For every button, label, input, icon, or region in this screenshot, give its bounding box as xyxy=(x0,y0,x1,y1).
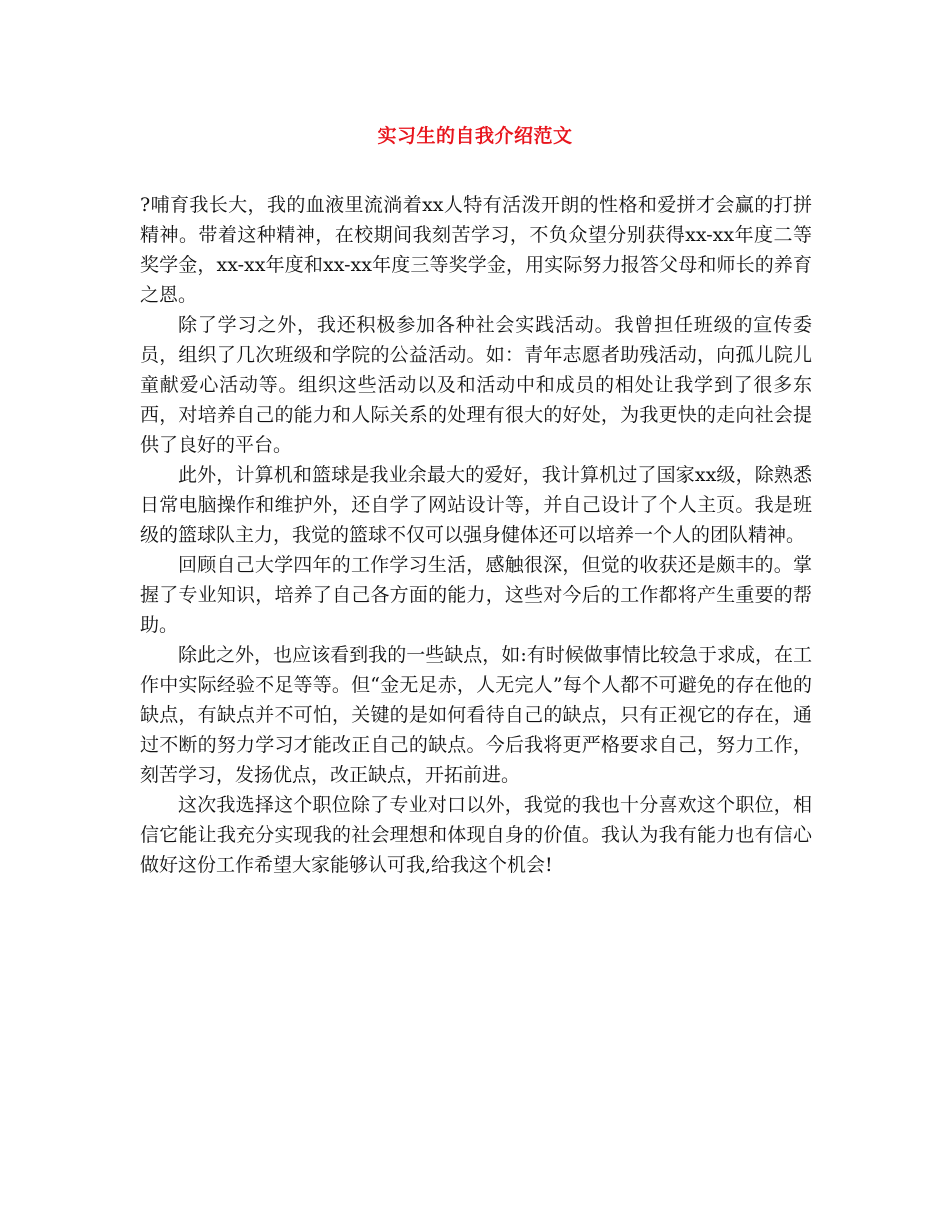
paragraph-6: 这次我选择这个职位除了专业对口以外，我觉的我也十分喜欢这个职位，相信它能让我充分实现我的社会理想和体现自身的价值。我认为我有能力也有信心做好这份工作希望大家能够认可我,给我这个机会! xyxy=(140,794,812,876)
paragraph-2: 除了学习之外，我还积极参加各种社会实践活动。我曾担任班级的宣传委员，组织了几次班级和学院的公益活动。如：青年志愿者助残活动，向孤儿院儿童献爱心活动等。组织这些活动以及和活动中和成员的相处让我学到了很多东西，对培养自己的能力和人际关系的处理有很大的好处，为我更快的走向社会提供了良好的平台。 xyxy=(140,314,812,456)
paragraph-1: ?哺育我长大，我的血液里流淌着xx人特有活泼开朗的性格和爱拼才会赢的打拼精神。带着这种精神，在校期间我刻苦学习，不负众望分别获得xx-xx年度二等奖学金，xx-xx年度和xx-xx年度三等奖学金，用实际努力报答父母和师长的养育之恩。 xyxy=(140,194,812,306)
paragraph-5: 除此之外，也应该看到我的一些缺点，如:有时候做事情比较急于求成，在工作中实际经验不足等等。但“金无足赤，人无完人”每个人都不可避免的存在他的缺点，有缺点并不可怕，关键的是如何看待自己的缺点，只有正视它的存在，通过不断的努力学习才能改正自己的缺点。今后我将更严格要求自己，努力工作，刻苦学习，发扬优点，改正缺点，开拓前进。 xyxy=(140,644,812,786)
paragraph-3: 此外，计算机和篮球是我业余最大的爱好，我计算机过了国家xx级，除熟悉日常电脑操作和维护外，还自学了网站设计等，并自己设计了个人主页。我是班级的篮球队主力，我觉的篮球不仅可以强身健体还可以培养一个人的团队精神。 xyxy=(140,464,812,546)
document-title: 实习生的自我介绍范文 xyxy=(377,125,573,147)
paragraph-4: 回顾自己大学四年的工作学习生活，感触很深，但觉的收获还是颇丰的。掌握了专业知识，培养了自己各方面的能力，这些对今后的工作都将产生重要的帮助。 xyxy=(140,554,812,636)
document-body xyxy=(140,190,812,880)
